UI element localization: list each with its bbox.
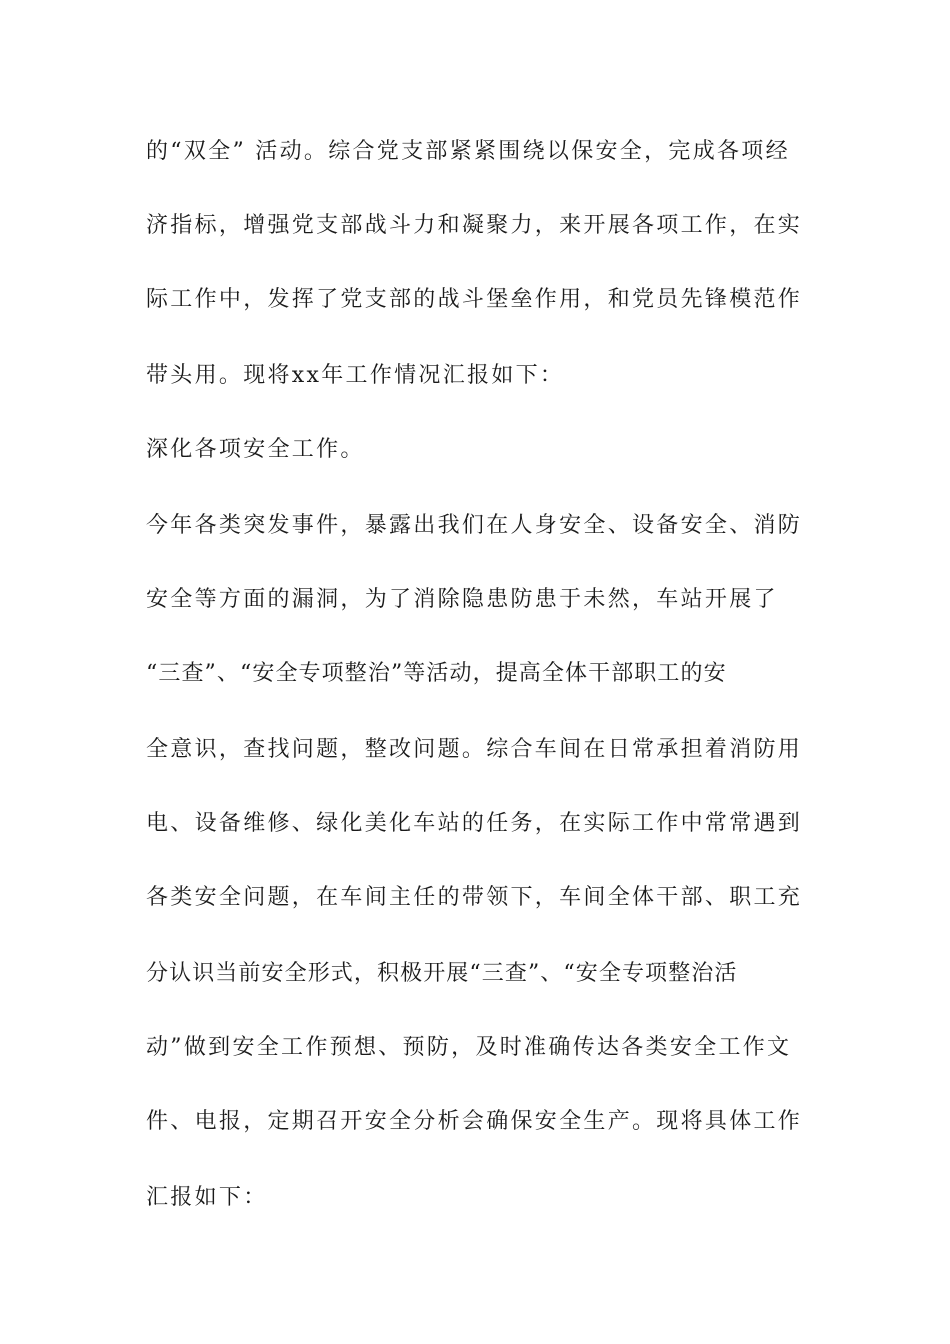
paragraph-line: 各类安全问题，在车间主任的带领下，车间全体干部、职工充 — [146, 885, 803, 910]
paragraph-line: 今年各类突发事件，暴露出我们在人身安全、设备安全、消防 — [146, 513, 803, 538]
paragraph-line: 动”做到安全工作预想、预防，及时准确传达各类安全工作文 — [146, 1035, 792, 1060]
paragraph-line: 济指标，增强党支部战斗力和凝聚力，来开展各项工作，在实 — [146, 213, 803, 238]
paragraph-line: 件、电报，定期召开安全分析会确保安全生产。现将具体工作 — [146, 1109, 803, 1134]
paragraph-line: 际工作中，发挥了党支部的战斗堡垒作用，和党员先锋模范作 — [146, 287, 803, 312]
paragraph-line: 的“双全” 活动。综合党支部紧紧围绕以保安全，完成各项经 — [146, 139, 790, 164]
section-heading: 深化各项安全工作。 — [146, 437, 365, 462]
paragraph-line: 全意识，查找问题，整改问题。综合车间在日常承担着消防用 — [146, 737, 803, 762]
paragraph-line: 分认识当前安全形式，积极开展“三查”、“安全专项整治活 — [146, 961, 738, 986]
paragraph-line: 电、设备维修、绿化美化车站的任务，在实际工作中常常遇到 — [146, 811, 803, 836]
paragraph-line: “三查”、“安全专项整治”等活动，提高全体干部职工的安 — [146, 661, 727, 686]
paragraph-line: 带头用。现将xx年工作情况汇报如下： — [146, 363, 565, 388]
paragraph-line: 安全等方面的漏洞，为了消除隐患防患于未然，车站开展了 — [146, 587, 778, 612]
paragraph-line: 汇报如下： — [146, 1185, 268, 1210]
